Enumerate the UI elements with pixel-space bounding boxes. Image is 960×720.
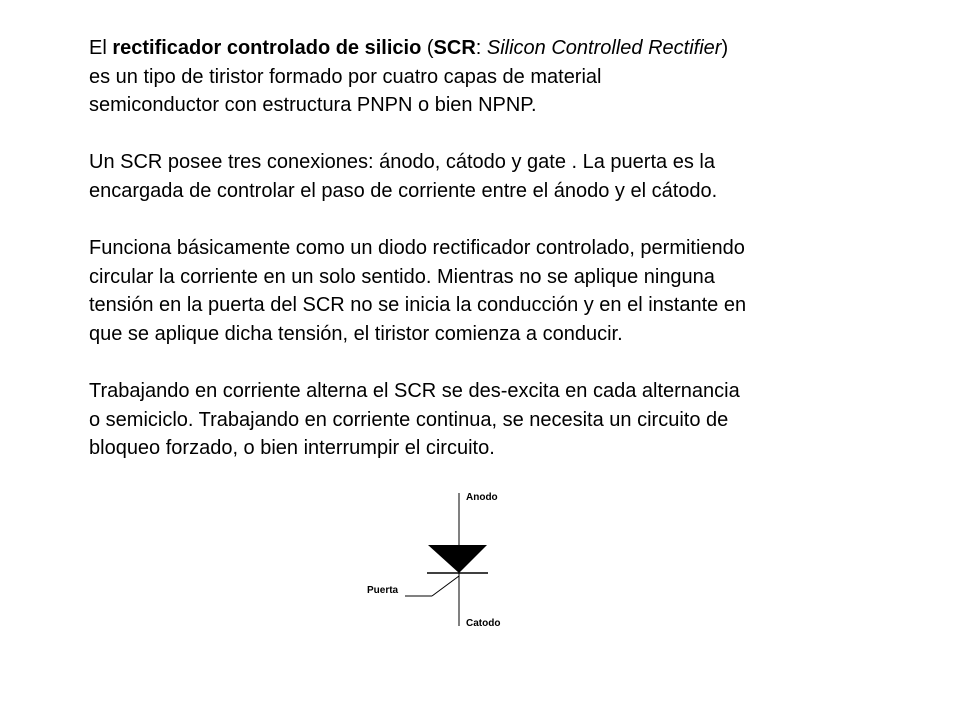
text-line: encargada de controlar el paso de corriente entre el ánodo y el cátodo.: [89, 179, 718, 202]
text-line: semiconductor con estructura PNPN o bien NPNP.: [89, 94, 537, 117]
text-line: Un SCR posee tres conexiones: ánodo, cátodo y gate . La puerta es la: [89, 151, 715, 173]
diode-triangle: [428, 545, 487, 573]
text-line: tensión en la puerta del SCR no se inicia la conducción y en el instante en: [89, 294, 747, 317]
gate-lead-diagonal: [432, 576, 459, 596]
text-line: Funciona básicamente como un diodo rectificador controlado, permitiendo: [89, 237, 745, 259]
text-line: que se aplique dicha tensión, el tiristor comienza a conducir.: [89, 322, 623, 345]
text-run: :: [475, 37, 487, 59]
italic-term-english: Silicon Controlled Rectifier: [486, 37, 722, 59]
bold-term-scr: SCR: [433, 37, 476, 59]
gate-label: Puerta: [367, 585, 399, 596]
text-run: (: [421, 37, 434, 59]
text-run: El: [89, 37, 113, 59]
text-line: o semiciclo. Trabajando en corriente continua, se necesita un circuito de: [89, 408, 729, 431]
text-line: es un tipo de tiristor formado por cuatro capas de material: [89, 65, 602, 88]
bold-term-rectificador: rectificador controlado de silicio: [112, 37, 422, 59]
text-line: Trabajando en corriente alterna el SCR se des-excita en cada alternancia: [89, 380, 740, 402]
text-line: circular la corriente en un solo sentido. Mientras no se aplique ninguna: [89, 265, 715, 288]
anode-label: Anodo: [466, 492, 498, 503]
text-run: ): [721, 37, 729, 59]
cathode-label: Catodo: [466, 618, 501, 629]
text-line: bloqueo forzado, o bien interrumpir el circuito.: [89, 437, 495, 460]
